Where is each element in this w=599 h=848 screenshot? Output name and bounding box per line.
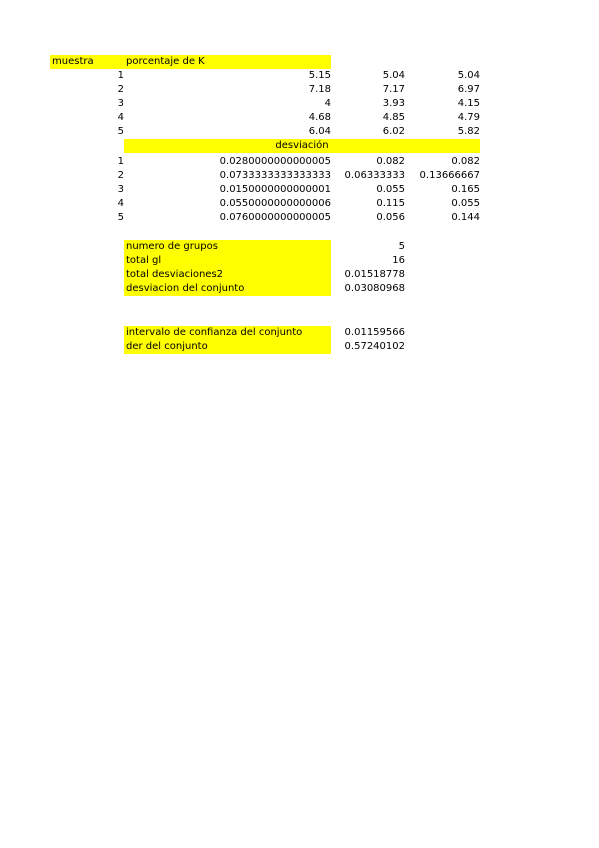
porcentaje-cell: 5.04 [457,70,480,81]
desviacion-cell: 0.13666667 [419,170,480,181]
porcentaje-cell: 5.15 [308,70,331,81]
desviacion-cell: 0.082 [451,156,480,167]
summary-value: 5 [398,241,405,252]
desviacion-cell: 0.165 [451,184,480,195]
porcentaje-cell: 3.93 [382,98,405,109]
row-number: 3 [117,184,124,195]
desviacion-cell: 0.0733333333333333 [219,170,331,181]
desviacion-cell: 0.0550000000000006 [219,198,331,209]
row-number: 2 [117,170,124,181]
desviacion-cell: 0.056 [376,212,405,223]
header-porcentaje-k: porcentaje de K [124,55,331,69]
row-number: 4 [117,198,124,209]
summary-label: total desviaciones2 [124,268,331,282]
porcentaje-cell: 4.68 [308,112,331,123]
summary-value: 16 [392,255,405,266]
summary-label: total gl [124,254,331,268]
desviacion-cell: 0.055 [376,184,405,195]
desviacion-cell: 0.06333333 [344,170,405,181]
porcentaje-cell: 7.17 [382,84,405,95]
row-number: 1 [117,70,124,81]
porcentaje-cell: 5.82 [457,126,480,137]
confidence-label: intervalo de confianza del conjunto [124,326,331,340]
header-muestra: muestra [50,55,124,69]
porcentaje-cell: 4.85 [382,112,405,123]
desviacion-cell: 0.082 [376,156,405,167]
desviacion-cell: 0.115 [376,198,405,209]
summary-value: 0.03080968 [344,283,405,294]
porcentaje-cell: 5.04 [382,70,405,81]
desviacion-cell: 0.0760000000000005 [219,212,331,223]
row-number: 1 [117,156,124,167]
porcentaje-cell: 6.04 [308,126,331,137]
row-number: 5 [117,126,124,137]
porcentaje-cell: 4.15 [457,98,480,109]
header-desviacion: desviación [124,139,480,153]
row-number: 5 [117,212,124,223]
porcentaje-cell: 6.97 [457,84,480,95]
porcentaje-cell: 4 [324,98,331,109]
desviacion-cell: 0.144 [451,212,480,223]
row-number: 4 [117,112,124,123]
porcentaje-cell: 4.79 [457,112,480,123]
confidence-value: 0.01159566 [344,327,405,338]
row-number: 2 [117,84,124,95]
porcentaje-cell: 6.02 [382,126,405,137]
desviacion-cell: 0.055 [451,198,480,209]
summary-value: 0.01518778 [344,269,405,280]
porcentaje-cell: 7.18 [308,84,331,95]
confidence-label: der del conjunto [124,340,331,354]
summary-label: desviacion del conjunto [124,282,331,296]
desviacion-cell: 0.0280000000000005 [219,156,331,167]
confidence-value: 0.57240102 [344,341,405,352]
desviacion-cell: 0.0150000000000001 [219,184,331,195]
summary-label: numero de grupos [124,240,331,254]
row-number: 3 [117,98,124,109]
